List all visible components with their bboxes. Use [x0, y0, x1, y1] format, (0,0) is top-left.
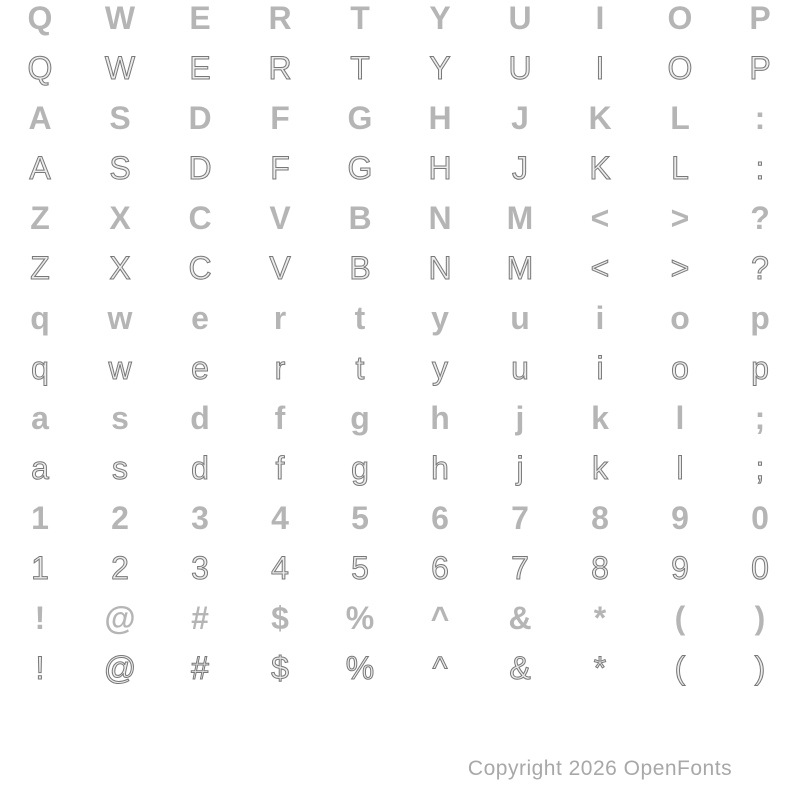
glyph: y: [431, 300, 449, 336]
glyph: g: [350, 400, 370, 436]
glyph: K: [589, 150, 611, 186]
glyph: L: [670, 100, 690, 136]
glyph: E: [189, 50, 211, 86]
glyph: 9: [671, 500, 689, 536]
glyph: ^: [430, 600, 450, 636]
glyph: Q: [27, 0, 53, 36]
glyph: O: [667, 0, 693, 36]
glyph: p: [751, 350, 769, 386]
glyph-row-10-hairline: [0, 450, 800, 500]
glyph: j: [515, 400, 525, 436]
glyph-row-1-solid: [0, 0, 800, 50]
glyph: R: [268, 50, 292, 86]
glyph: k: [591, 400, 609, 436]
glyph: <: [590, 250, 610, 286]
glyph: J: [511, 100, 529, 136]
glyph: K: [588, 100, 612, 136]
glyph: @: [104, 600, 136, 636]
glyph: e: [191, 350, 209, 386]
glyph: O: [667, 50, 693, 86]
glyph: &: [508, 600, 532, 636]
glyph: h: [431, 450, 449, 486]
glyph: ): [754, 600, 766, 636]
glyph: Q: [27, 50, 53, 86]
glyph-row-5-solid: [0, 200, 800, 250]
glyph-row-3-solid: [0, 100, 800, 150]
glyph: W: [104, 0, 136, 36]
glyph: 3: [191, 550, 209, 586]
glyph: 6: [431, 500, 449, 536]
glyph: g: [351, 450, 369, 486]
glyph: P: [749, 50, 771, 86]
glyph: ?: [750, 200, 770, 236]
glyph: 3: [191, 500, 209, 536]
glyph: C: [188, 250, 212, 286]
glyph: #: [191, 600, 209, 636]
glyph: 4: [271, 500, 289, 536]
glyph: l: [676, 450, 684, 486]
glyph: X: [109, 200, 131, 236]
copyright-text: Copyright 2026 OpenFonts: [467, 757, 733, 780]
glyph-row-8-hairline: [0, 350, 800, 400]
glyph: o: [670, 300, 690, 336]
glyph: u: [511, 350, 529, 386]
glyph: U: [508, 50, 532, 86]
glyph: 8: [591, 500, 609, 536]
glyph: ): [754, 650, 766, 686]
glyph: T: [350, 50, 370, 86]
glyph: @: [103, 650, 137, 686]
glyph: D: [188, 150, 212, 186]
glyph: G: [347, 100, 373, 136]
glyph: Y: [429, 0, 451, 36]
glyph: Z: [30, 200, 50, 236]
glyph: q: [30, 300, 50, 336]
glyph-row-9-solid: [0, 400, 800, 450]
glyph: 2: [111, 550, 129, 586]
glyph: r: [273, 300, 287, 336]
glyph: p: [750, 300, 770, 336]
glyph: f: [274, 400, 286, 436]
glyph: t: [354, 300, 366, 336]
glyph: i: [596, 350, 604, 386]
glyph: R: [268, 0, 292, 36]
glyph: 4: [271, 550, 289, 586]
glyph: t: [355, 350, 365, 386]
glyph: $: [271, 600, 289, 636]
glyph-row-13-solid: [0, 600, 800, 650]
glyph: l: [675, 400, 685, 436]
glyph: M: [506, 250, 534, 286]
glyph: J: [512, 150, 528, 186]
glyph: B: [349, 250, 371, 286]
glyph: 7: [511, 550, 529, 586]
glyph: s: [111, 400, 129, 436]
glyph: X: [109, 250, 131, 286]
glyph: E: [189, 0, 211, 36]
glyph: Y: [429, 50, 451, 86]
glyph: d: [191, 450, 209, 486]
glyph: U: [508, 0, 532, 36]
glyph-row-4-hairline: [0, 150, 800, 200]
glyph: :: [755, 150, 765, 186]
glyph: D: [188, 100, 212, 136]
glyph: 8: [591, 550, 609, 586]
glyph: %: [345, 600, 375, 636]
glyph: a: [31, 400, 49, 436]
glyph: >: [670, 250, 690, 286]
glyph: L: [671, 150, 689, 186]
glyph: G: [347, 150, 373, 186]
glyph: 2: [111, 500, 129, 536]
glyph: N: [428, 200, 452, 236]
glyph-row-2-hairline: [0, 50, 800, 100]
glyph: a: [31, 450, 49, 486]
glyph: 5: [351, 550, 369, 586]
glyph: (: [674, 600, 686, 636]
glyph: C: [188, 200, 212, 236]
glyph: 6: [431, 550, 449, 586]
glyph: !: [34, 600, 46, 636]
glyph-row-11-solid: [0, 500, 800, 550]
glyph: V: [269, 200, 291, 236]
glyph: A: [28, 100, 52, 136]
glyph-row-7-solid: [0, 300, 800, 350]
glyph: 5: [351, 500, 369, 536]
glyph: s: [112, 450, 128, 486]
glyph: H: [428, 100, 452, 136]
glyph: o: [671, 350, 689, 386]
glyph: 9: [671, 550, 689, 586]
glyph: (: [674, 650, 686, 686]
glyph: e: [191, 300, 209, 336]
glyph: &: [509, 650, 531, 686]
glyph: f: [275, 450, 285, 486]
glyph: q: [31, 350, 49, 386]
glyph: ;: [755, 450, 765, 486]
glyph: j: [516, 450, 524, 486]
glyph: W: [104, 50, 136, 86]
glyph: I: [595, 50, 605, 86]
glyph: I: [595, 0, 605, 36]
glyph: 1: [31, 550, 49, 586]
glyph: !: [35, 650, 45, 686]
glyph: r: [274, 350, 286, 386]
glyph: Z: [30, 250, 50, 286]
glyph: 7: [511, 500, 529, 536]
glyph: u: [510, 300, 530, 336]
glyph: *: [593, 600, 607, 636]
glyph: S: [109, 150, 131, 186]
glyph: %: [345, 650, 375, 686]
glyph: w: [108, 350, 132, 386]
glyph: F: [270, 100, 290, 136]
glyph: N: [428, 250, 452, 286]
glyph: H: [428, 150, 452, 186]
glyph: *: [593, 650, 607, 686]
glyph: $: [271, 650, 289, 686]
glyph: ^: [432, 650, 448, 686]
glyph: y: [432, 350, 448, 386]
glyph: w: [107, 300, 133, 336]
glyph-row-14-hairline: [0, 650, 800, 700]
glyph: <: [590, 200, 610, 236]
glyph: #: [191, 650, 209, 686]
glyph: V: [269, 250, 291, 286]
glyph: >: [670, 200, 690, 236]
glyph: 0: [751, 500, 769, 536]
glyph: 0: [751, 550, 769, 586]
glyph: A: [29, 150, 51, 186]
glyph: ;: [754, 400, 766, 436]
glyph: d: [190, 400, 210, 436]
glyph: P: [749, 0, 771, 36]
glyph: ?: [751, 250, 769, 286]
glyph: B: [348, 200, 372, 236]
glyph: :: [754, 100, 766, 136]
glyph: T: [350, 0, 370, 36]
glyph-row-12-hairline: [0, 550, 800, 600]
glyph: i: [595, 300, 605, 336]
glyph: k: [592, 450, 608, 486]
glyph: F: [270, 150, 290, 186]
glyph-row-6-hairline: [0, 250, 800, 300]
glyph: M: [506, 200, 534, 236]
glyph: S: [109, 100, 131, 136]
glyph: h: [430, 400, 450, 436]
glyph: 1: [31, 500, 49, 536]
